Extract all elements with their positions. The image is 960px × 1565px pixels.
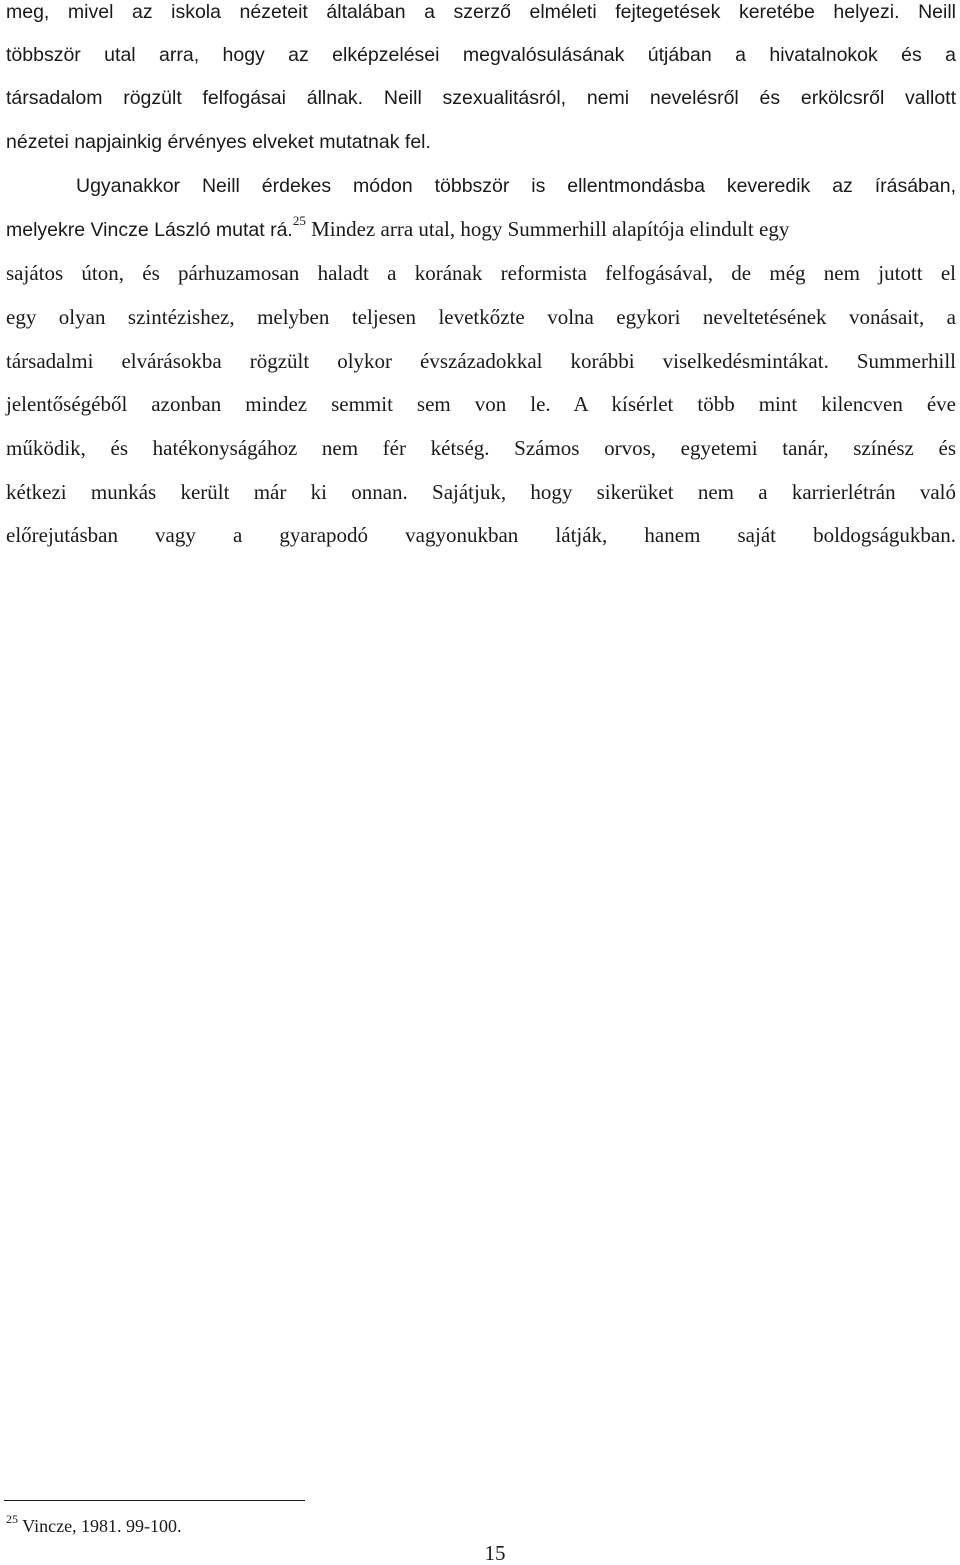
body-line-8: egy olyan szintézishez, melyben teljesen levetkőzte volna egykori neveltetésének vonásait, a	[6, 305, 956, 329]
body-line-6-end: Mindez arra utal, hogy Summerhill alapítója elindult egy	[305, 217, 790, 241]
footnote-text: Vincze, 1981. 99-100.	[18, 1516, 182, 1536]
body-line-11: működik, és hatékonyságához nem fér kétség. Számos orvos, egyetemi tanár, színész és	[6, 436, 956, 460]
body-line-6-start: melyekre Vincze László mutat rá.	[6, 219, 293, 241]
body-line-4: nézetei napjainkig érvényes elveket mutatnak fel.	[6, 131, 431, 153]
body-line-5: Ugyanakkor Neill érdekes módon többször is ellentmondásba keveredik az írásában,	[76, 175, 956, 197]
footnote	[6, 1512, 182, 1537]
body-line-13: előrejutásban vagy a gyarapodó vagyonukban látják, hanem saját boldogságukban.	[6, 523, 956, 547]
page-number: 15	[484, 1541, 506, 1565]
body-line-12: kétkezi munkás került már ki onnan. Sajátjuk, hogy sikerüket nem a karrierlétrán való	[6, 480, 956, 504]
body-line-6	[6, 213, 956, 242]
body-line-3: társadalom rögzült felfogásai állnak. Neill szexualitásról, nemi nevelésről és erkölcsről vallott	[6, 87, 956, 109]
footnote-separator	[4, 1500, 305, 1501]
footnote-number: 25	[6, 1512, 18, 1526]
body-line-10: jelentőségéből azonban mindez semmit sem von le. A kísérlet több mint kilencven éve	[6, 392, 956, 416]
body-line-2: többször utal arra, hogy az elképzelései megvalósulásának útjában a hivatalnokok és a	[6, 44, 956, 66]
footnote-reference[interactable]: 25	[292, 213, 306, 228]
body-line-1: meg, mivel az iskola nézeteit általában a szerző elméleti fejtegetések keretébe helyezi. Neill	[6, 1, 956, 23]
body-line-9: társadalmi elvárásokba rögzült olykor évszázadokkal korábbi viselkedésmintákat. Summerhill	[6, 349, 956, 373]
body-line-7: sajátos úton, és párhuzamosan haladt a korának reformista felfogásával, de még nem jutott el	[6, 261, 956, 285]
